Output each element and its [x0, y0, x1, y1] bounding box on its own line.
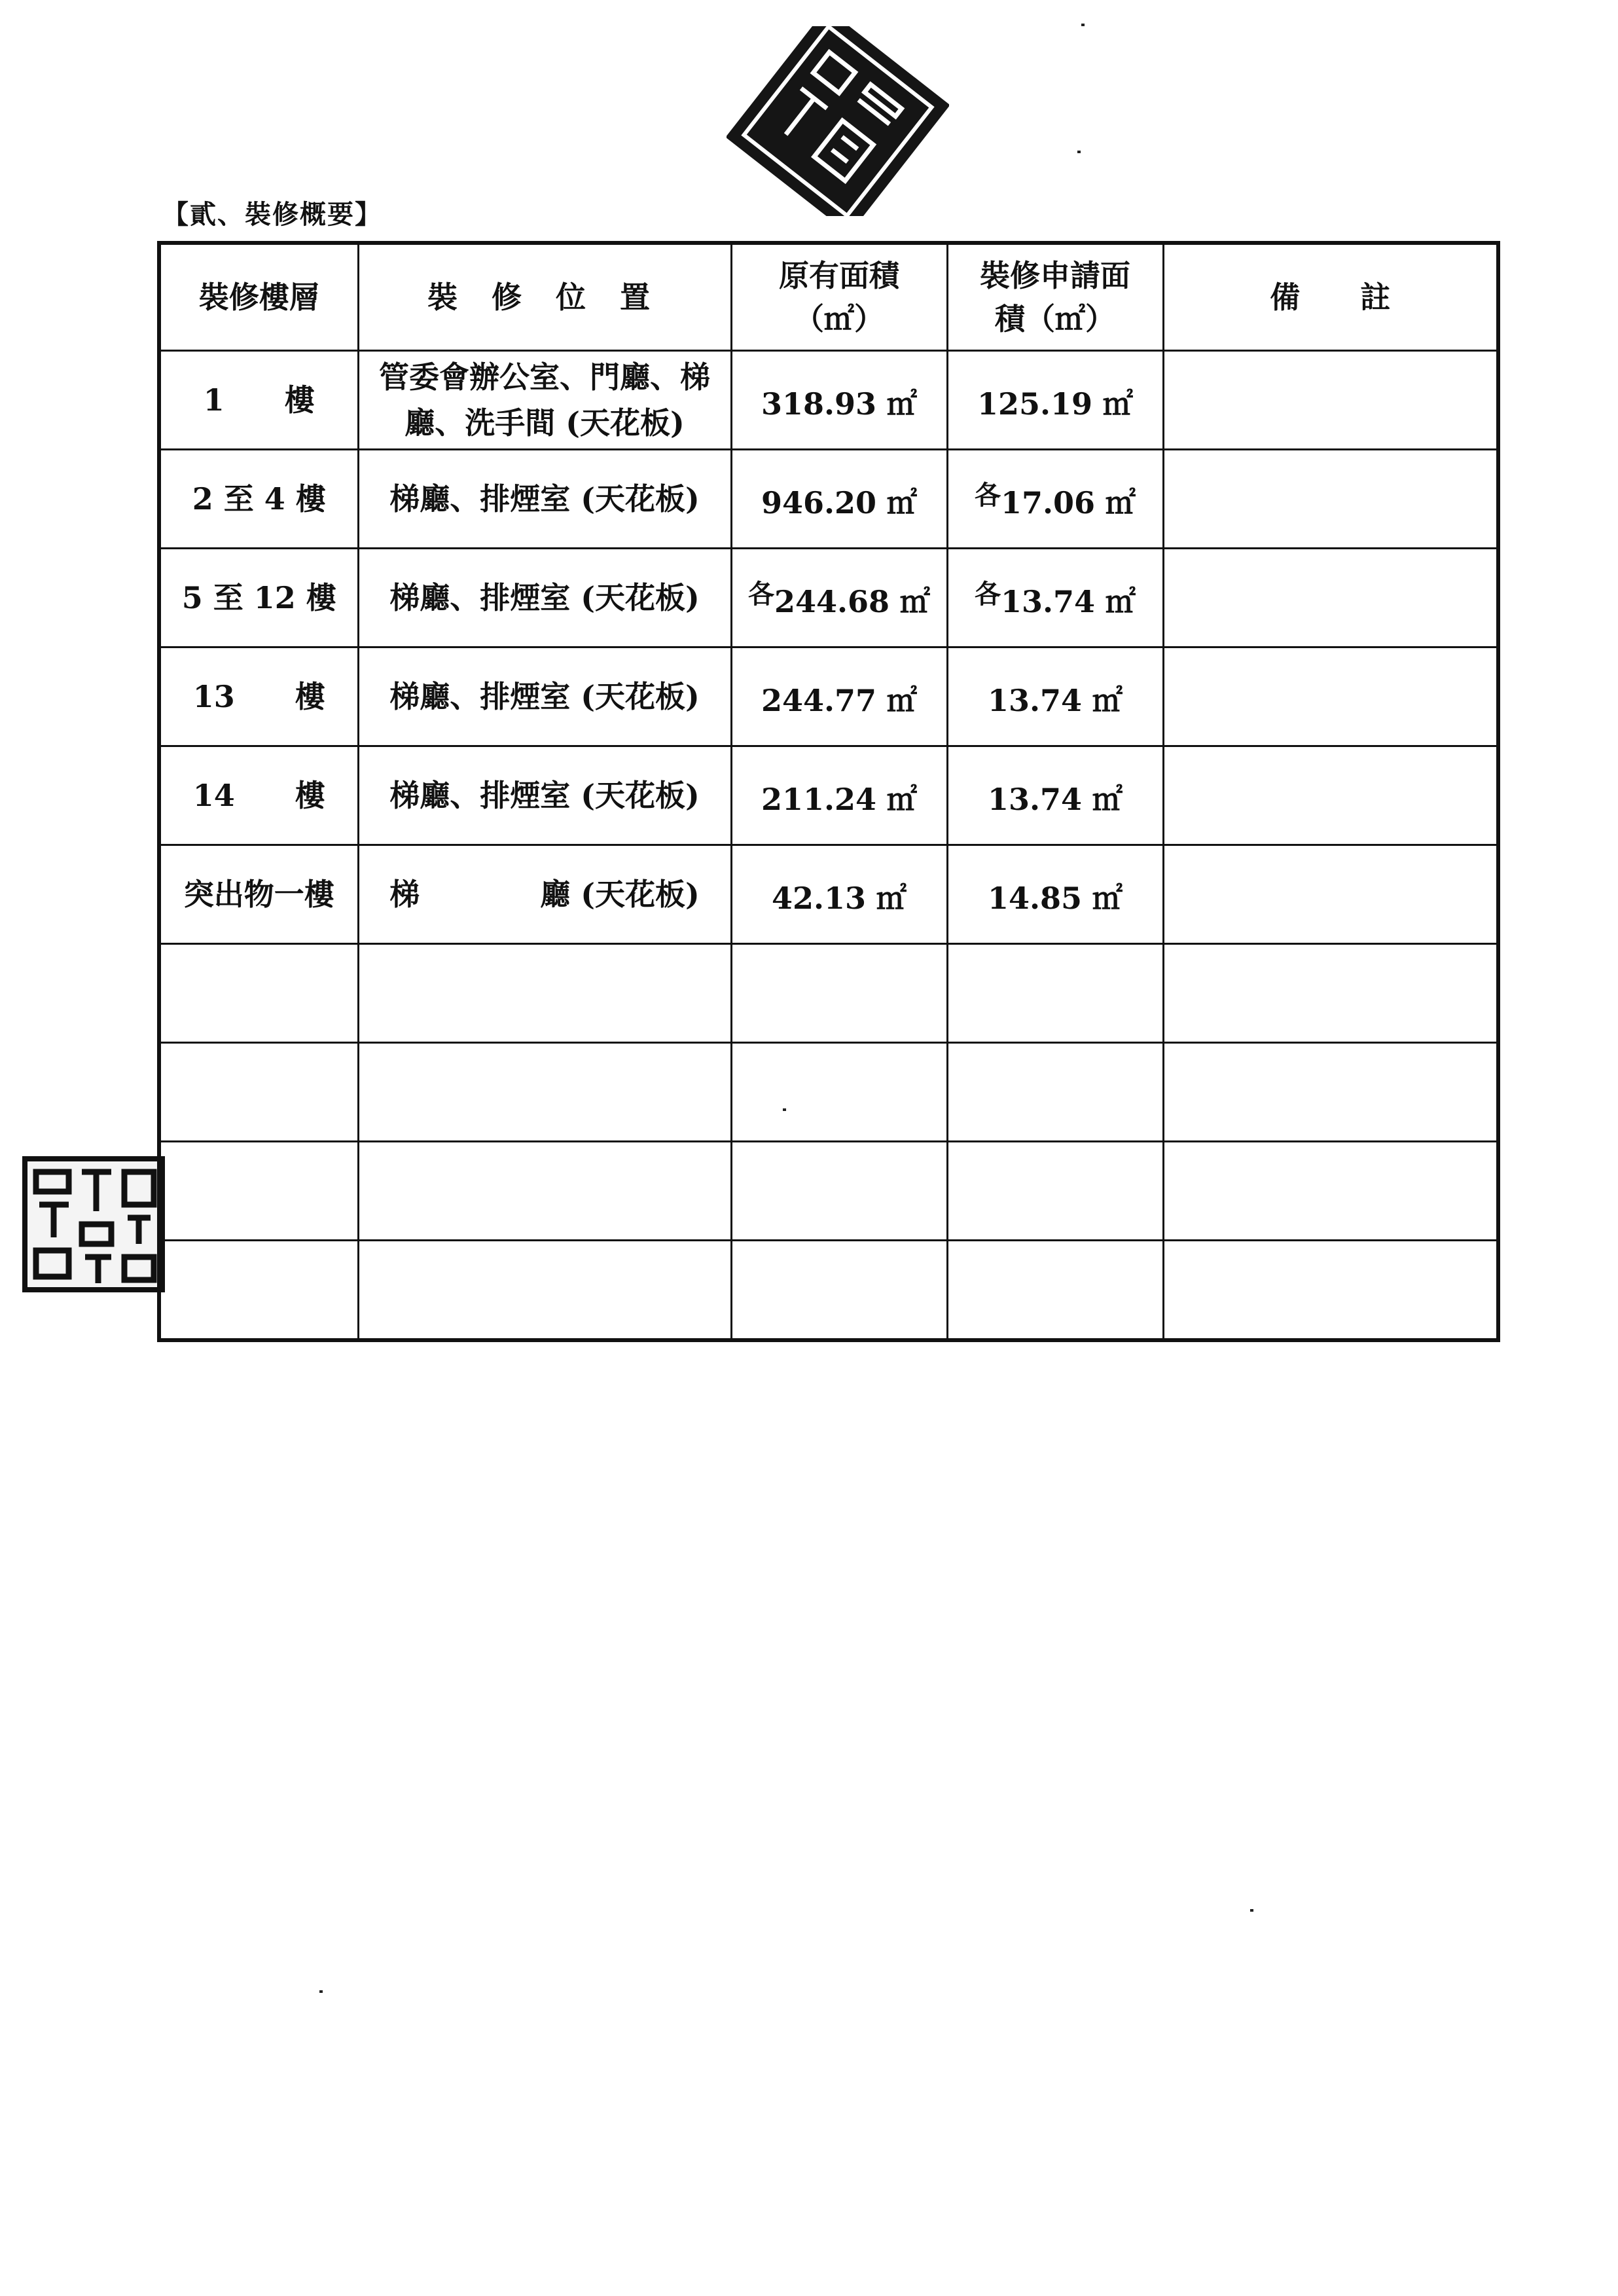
cell-orig-area	[731, 1142, 947, 1241]
orig-area-value: 211.24 ㎡	[761, 781, 918, 817]
cell-location	[358, 1241, 731, 1341]
cell-apply-area	[947, 944, 1163, 1043]
cell-location	[358, 450, 731, 549]
cell-apply-area	[947, 549, 1163, 647]
scan-speck	[319, 1990, 323, 1993]
cell-orig-area	[731, 746, 947, 845]
orig-area-value: 42.13 ㎡	[771, 880, 907, 916]
apply-area-value: 14.85 ㎡	[987, 880, 1123, 916]
cell-orig-area	[731, 1241, 947, 1341]
cell-apply-area	[947, 647, 1163, 746]
scan-speck	[1081, 24, 1085, 26]
cell-floor	[159, 549, 358, 647]
cell-location	[358, 1043, 731, 1142]
floor-label: 突出物一樓	[183, 877, 334, 912]
cell-floor	[159, 1043, 358, 1142]
orig-area-wrap	[761, 485, 917, 520]
apply-area-wrap	[974, 479, 1136, 520]
official-seal-top	[727, 26, 949, 216]
location-label: 梯廳、排煙室 (天花板)	[389, 778, 700, 813]
cell-remarks	[1163, 1142, 1498, 1241]
cell-apply-area	[947, 1142, 1163, 1241]
cell-orig-area	[731, 944, 947, 1043]
cell-location	[358, 1142, 731, 1241]
floor-label: 1 樓	[203, 382, 315, 418]
cell-remarks	[1163, 1241, 1498, 1341]
cell-floor	[159, 1142, 358, 1241]
orig-area-wrap	[761, 386, 917, 422]
cell-location	[358, 944, 731, 1043]
header-orig-area	[731, 243, 947, 351]
table-row	[159, 944, 1498, 1043]
cell-location	[358, 746, 731, 845]
cell-apply-area	[947, 450, 1163, 549]
apply-area-wrap	[974, 578, 1136, 619]
cell-apply-area	[947, 746, 1163, 845]
cell-remarks	[1163, 450, 1498, 549]
table-row	[159, 1043, 1498, 1142]
cell-orig-area	[731, 549, 947, 647]
header-location-label: 裝 修 位 置	[427, 280, 662, 315]
cell-remarks	[1163, 549, 1498, 647]
table-row	[159, 746, 1498, 845]
cell-location	[358, 845, 731, 944]
cell-remarks	[1163, 1043, 1498, 1142]
orig-area-value: 946.20 ㎡	[761, 484, 918, 520]
table-row	[159, 450, 1498, 549]
location-label: 梯 廳 (天花板)	[389, 877, 700, 912]
cell-floor	[159, 351, 358, 450]
header-remarks: 備 註	[1163, 243, 1498, 351]
location-label: 管委會辦公室、門廳、梯廳、洗手間 (天花板)	[379, 359, 710, 441]
table-header-row	[159, 243, 1498, 351]
location-label: 梯廳、排煙室 (天花板)	[389, 580, 700, 615]
apply-area-wrap	[988, 683, 1123, 718]
cell-orig-area	[731, 450, 947, 549]
apply-area-prefix: 各	[974, 479, 1001, 511]
cell-remarks	[1163, 746, 1498, 845]
apply-area-value: 13.74 ㎡	[987, 781, 1123, 817]
cell-floor	[159, 746, 358, 845]
header-orig-area-unit: （㎡）	[794, 301, 884, 337]
scan-speck	[1077, 151, 1081, 153]
floor-label: 2 至 4 樓	[192, 481, 326, 517]
floor-label: 13 樓	[192, 679, 325, 714]
apply-area-value: 13.74 ㎡	[987, 682, 1123, 718]
header-floor: 裝修樓層	[159, 243, 358, 351]
orig-area-wrap	[761, 782, 917, 817]
table-row	[159, 351, 1498, 450]
apply-area-wrap	[988, 782, 1123, 817]
cell-remarks	[1163, 351, 1498, 450]
cell-remarks	[1163, 944, 1498, 1043]
renovation-summary-table	[157, 241, 1500, 1342]
orig-area-value: 244.68 ㎡	[774, 583, 931, 619]
official-seal-left	[20, 1152, 170, 1296]
cell-apply-area	[947, 351, 1163, 450]
header-apply-area-label: 裝修申請面	[980, 258, 1130, 293]
header-location	[358, 243, 731, 351]
scan-speck	[1250, 1909, 1253, 1912]
table-row	[159, 845, 1498, 944]
orig-area-prefix: 各	[747, 578, 774, 610]
seal-top-icon	[727, 26, 949, 216]
header-apply-area	[947, 243, 1163, 351]
floor-label: 14 樓	[192, 778, 325, 813]
location-label: 梯廳、排煙室 (天花板)	[389, 481, 700, 517]
cell-floor	[159, 647, 358, 746]
table-body	[159, 351, 1498, 1341]
section-title: 【貳、裝修概要】	[162, 199, 382, 230]
cell-floor	[159, 845, 358, 944]
apply-area-value: 13.74 ㎡	[1000, 583, 1136, 619]
header-apply-area-unit: 積（㎡）	[995, 301, 1115, 337]
cell-apply-area	[947, 1241, 1163, 1341]
orig-area-value: 318.93 ㎡	[761, 386, 918, 422]
cell-apply-area	[947, 845, 1163, 944]
floor-label: 5 至 12 樓	[181, 580, 336, 615]
cell-location	[358, 549, 731, 647]
apply-area-value: 17.06 ㎡	[1000, 484, 1136, 520]
scan-speck	[783, 1108, 786, 1111]
apply-area-prefix: 各	[974, 578, 1001, 610]
table-row	[159, 647, 1498, 746]
cell-floor	[159, 1241, 358, 1341]
orig-area-wrap	[772, 881, 907, 916]
location-label: 梯廳、排煙室 (天花板)	[389, 679, 700, 714]
cell-orig-area	[731, 845, 947, 944]
header-orig-area-label: 原有面積	[779, 258, 899, 293]
cell-location	[358, 351, 731, 450]
apply-area-wrap	[988, 881, 1123, 916]
cell-apply-area	[947, 1043, 1163, 1142]
orig-area-value: 244.77 ㎡	[761, 682, 918, 718]
cell-orig-area	[731, 647, 947, 746]
table-row	[159, 1142, 1498, 1241]
cell-location	[358, 647, 731, 746]
cell-floor	[159, 944, 358, 1043]
apply-area-value: 125.19 ㎡	[977, 386, 1134, 422]
table-row	[159, 549, 1498, 647]
cell-floor	[159, 450, 358, 549]
apply-area-wrap	[977, 386, 1133, 422]
cell-remarks	[1163, 647, 1498, 746]
cell-orig-area	[731, 351, 947, 450]
cell-orig-area	[731, 1043, 947, 1142]
orig-area-wrap	[761, 683, 917, 718]
cell-remarks	[1163, 845, 1498, 944]
orig-area-wrap	[747, 578, 931, 619]
table-row	[159, 1241, 1498, 1341]
seal-left-icon	[20, 1152, 170, 1296]
